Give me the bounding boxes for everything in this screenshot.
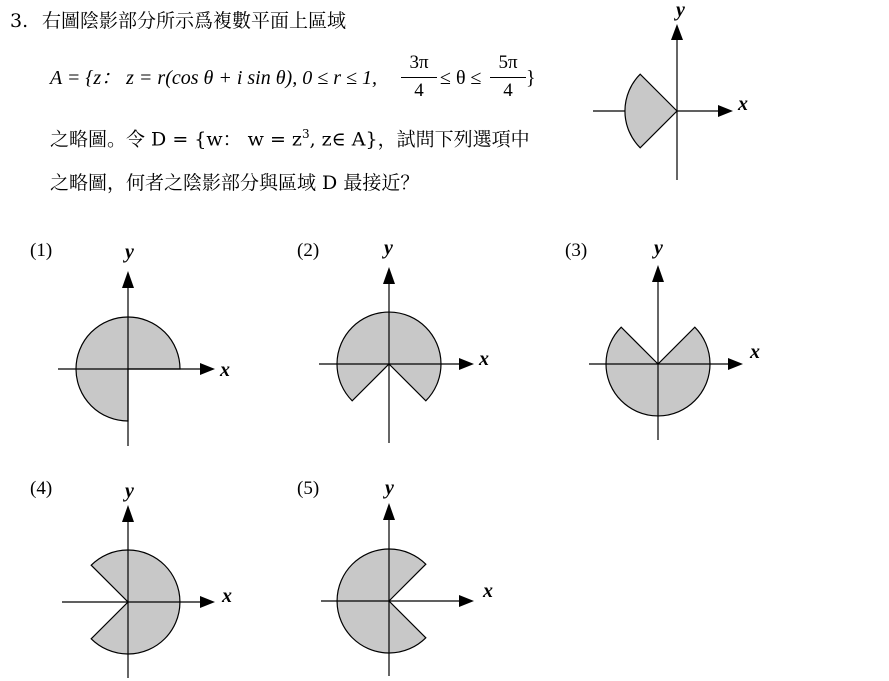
option-5-label[interactable]: (5)	[297, 478, 320, 499]
line3-part-b: , z∈ A}，試問下列選項中	[309, 128, 530, 151]
option-1-label[interactable]: (1)	[30, 240, 53, 261]
option-5-y-arrow	[383, 503, 395, 520]
option-2-y-label: y	[384, 237, 393, 259]
exponent: 3	[301, 127, 310, 141]
option-4-x-label: x	[222, 585, 232, 607]
option-2-y-arrow	[383, 267, 395, 284]
option-1-x-label: x	[220, 359, 230, 381]
option-4-y-label: y	[125, 480, 134, 502]
theta-condition: ≤ θ ≤	[440, 67, 482, 89]
option-4-x-arrow	[200, 596, 215, 608]
option-1-x-arrow	[200, 363, 215, 375]
option-2-diagram[interactable]	[319, 237, 489, 443]
option-2-x-arrow	[459, 358, 474, 370]
option-3-x-arrow	[728, 358, 743, 370]
option-2-label[interactable]: (2)	[297, 240, 320, 261]
question-line-4: 之略圖，何者之陰影部分與區域 D 最接近？	[50, 172, 420, 194]
reference-x-label: x	[738, 93, 748, 115]
question-line-1: 右圖陰影部分所示爲複數平面上區域	[42, 10, 347, 32]
option-3-x-label: x	[750, 341, 760, 363]
option-4-diagram[interactable]	[62, 480, 232, 678]
option-5-diagram[interactable]	[321, 477, 493, 676]
reference-y-label: y	[676, 0, 685, 21]
option-5-x-arrow	[459, 595, 474, 607]
option-5-x-label: x	[483, 580, 493, 602]
option-3-y-arrow	[652, 265, 664, 282]
line3-part-a: 之略圖。令 D = {w： w = z	[50, 128, 302, 151]
option-4-label[interactable]: (4)	[30, 478, 53, 499]
option-4-y-arrow	[122, 505, 134, 522]
frac-right-numerator: 5π	[498, 52, 518, 73]
option-5-y-label: y	[385, 477, 394, 499]
option-1-diagram[interactable]	[58, 241, 230, 446]
option-3-y-label: y	[654, 237, 663, 259]
set-prefix: A = {z： z = r(cos θ + i sin θ), 0 ≤ r ≤ 1,	[50, 67, 377, 89]
option-3-label[interactable]: (3)	[565, 240, 588, 261]
option-2-x-label: x	[479, 348, 489, 370]
set-close-brace: }	[526, 67, 536, 89]
option-1-y-label: y	[125, 241, 134, 263]
frac-left-denominator: 4	[414, 80, 424, 101]
option-1-y-arrow	[122, 271, 134, 288]
question-number: 3.	[10, 10, 29, 32]
option-3-diagram[interactable]	[589, 237, 760, 440]
frac-left-numerator: 3π	[409, 52, 429, 73]
frac-right-denominator: 4	[503, 80, 513, 101]
